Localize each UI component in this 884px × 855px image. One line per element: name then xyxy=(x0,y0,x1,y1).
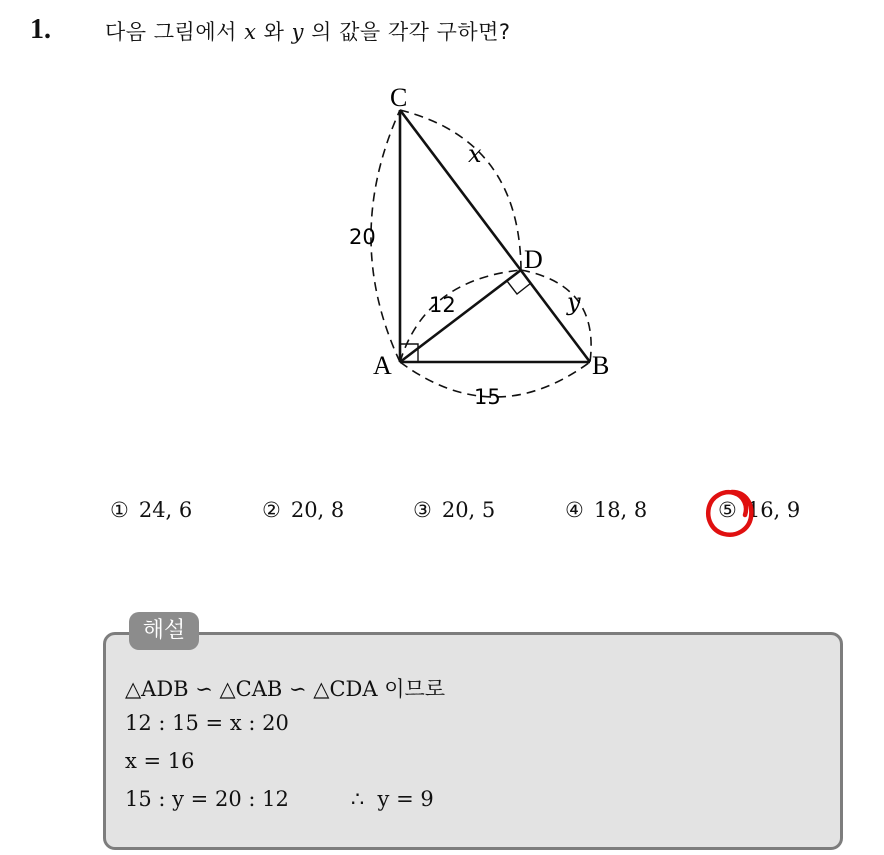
solution-line-3: x = 16 xyxy=(125,749,195,773)
length-DB: y xyxy=(567,288,581,316)
choice-2[interactable] xyxy=(262,498,344,522)
label-A: A xyxy=(373,351,392,380)
choice-4-mark: ④ xyxy=(565,498,584,522)
label-D: D xyxy=(524,245,543,274)
choice-1-text: 24, 6 xyxy=(138,498,193,522)
choice-5-text: 16, 9 xyxy=(746,498,801,522)
question-text-part3: 의 값을 각각 구하면? xyxy=(303,20,511,44)
solution-line-4 xyxy=(125,787,434,811)
choice-4[interactable] xyxy=(565,498,647,522)
question-var-y: y xyxy=(291,20,304,44)
solution-similarity: △ADB ∽ △CAB ∽ △CDA xyxy=(125,677,378,701)
question-text-part1: 다음 그림에서 xyxy=(105,20,245,44)
choice-1[interactable] xyxy=(110,498,192,522)
solution-line-2: 12 : 15 = x : 20 xyxy=(125,711,289,735)
choice-4-text: 18, 8 xyxy=(593,498,648,522)
choice-3-text: 20, 5 xyxy=(441,498,496,522)
choice-5-mark: ⑤ xyxy=(718,498,737,522)
choice-2-mark: ② xyxy=(262,498,281,522)
side-CB xyxy=(400,110,590,362)
solution-tag: 해설 xyxy=(129,612,199,650)
length-AC: 20 xyxy=(349,225,376,249)
question-text-part2: 와 xyxy=(256,20,292,44)
label-B: B xyxy=(592,351,610,380)
solution-line-1 xyxy=(125,673,445,703)
length-AD: 12 xyxy=(429,293,456,317)
answer-circle-mark xyxy=(700,484,760,544)
choice-3[interactable] xyxy=(413,498,495,522)
choice-1-mark: ① xyxy=(110,498,129,522)
solution-box xyxy=(103,632,843,850)
label-C: C xyxy=(390,83,408,112)
solution-answer: ∴ y = 9 xyxy=(350,787,434,811)
choice-3-mark: ③ xyxy=(413,498,432,522)
question-var-x: x xyxy=(244,20,257,44)
length-AB: 15 xyxy=(474,385,501,409)
solution-therefore-text: 이므로 xyxy=(377,677,446,701)
choice-2-text: 20, 8 xyxy=(290,498,345,522)
solution-proportion: 15 : y = 20 : 12 xyxy=(125,787,289,811)
question-number: 1. xyxy=(30,14,51,45)
length-CD: x xyxy=(468,140,482,168)
right-angle-mark-D xyxy=(507,281,531,294)
